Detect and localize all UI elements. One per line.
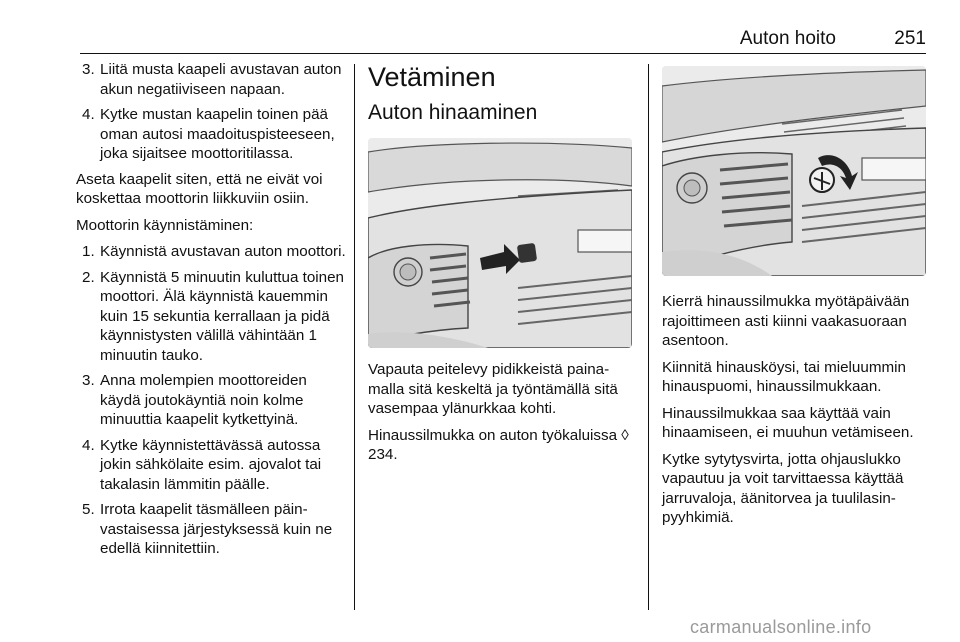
list-item bbox=[76, 242, 346, 262]
paragraph: Moottorin käynnistäminen: bbox=[76, 216, 254, 234]
step-text: Anna molempien moottoreiden käydä joutokäyntiä noin kolme minuuttia kaapelit kytkettyinä. bbox=[100, 372, 307, 428]
paragraph: Aseta kaapelit siten, että ne eivät voi koskettaa moottorin liikkuviin osiin. bbox=[76, 170, 323, 207]
step-number: 4. bbox=[82, 436, 95, 454]
cover-removal-illustration bbox=[368, 138, 632, 348]
list-item bbox=[76, 371, 346, 430]
step-number: 4. bbox=[82, 106, 95, 123]
header-rule bbox=[80, 53, 926, 54]
right-column bbox=[662, 66, 930, 535]
list-item bbox=[76, 105, 346, 164]
page-number: 251 bbox=[894, 28, 926, 49]
step-text: Irrota kaapelit täsmälleen päinvastaisessa järjestyksessä kuin ne edellä kiinnitettiin. bbox=[100, 501, 333, 557]
middle-column bbox=[368, 60, 634, 472]
column-divider-2 bbox=[648, 64, 649, 610]
steps-list-a bbox=[76, 60, 346, 164]
step-number: 3. bbox=[82, 372, 95, 389]
step-text: Käynnistä 5 minuutin kuluttua toinen moottori. Älä käynnistä kauemmin kuin 15 sekuntia kerrallaan ja pidä käynnistysten välillä vähintään 1 minuutin tauko. bbox=[100, 268, 345, 364]
step-number: 2. bbox=[82, 268, 95, 286]
list-item bbox=[76, 60, 346, 99]
paragraph: Hinaussilmukka on auton työkaluissa ◊ 234. bbox=[368, 426, 629, 463]
tow-eye-illustration bbox=[662, 66, 926, 276]
paragraph: Kiinnitä hinausköysi, tai mieluummin hinauspuomi, hinaussilmukkaan. bbox=[662, 358, 906, 395]
paragraph: Hinaussilmukkaa saa käyttää vain hinaamiseen, ei muuhun vetämiseen. bbox=[662, 404, 914, 441]
step-text: Kytke mustan kaapelin toinen pää oman autosi maadoituspisteeseen, joka sijaitsee moottoritilassa. bbox=[100, 106, 335, 162]
step-number: 3. bbox=[82, 61, 95, 78]
paragraph: Kierrä hinaussilmukka myötäpäivään rajoittimeen asti kiinni vaakasuoraan asentoon. bbox=[662, 293, 910, 349]
step-text: Kytke käynnistettävässä autossa jokin sähkölaite esim. ajovalot tai takalasin lämmitin päälle. bbox=[100, 436, 322, 493]
page-header bbox=[80, 24, 926, 54]
step-number: 1. bbox=[82, 243, 95, 260]
list-item bbox=[76, 436, 346, 495]
step-number: 5. bbox=[82, 501, 95, 518]
watermark: carmanualsonline.info bbox=[690, 617, 872, 637]
paragraph: Kytke sytytysvirta, jotta ohjauslukko vapautuu ja voit tarvittaessa käyttää jarruvaloja, äänitorvea ja tuulilasinpyyhkimiä. bbox=[662, 450, 904, 526]
left-column bbox=[76, 60, 346, 565]
list-item bbox=[76, 500, 346, 559]
paragraph: Vapauta peitelevy pidikkeistä painamalla sitä keskeltä ja työntämällä sitä vasempaa ylänurkkaa kohti. bbox=[368, 361, 618, 417]
section-title: Auton hoito bbox=[739, 28, 836, 49]
section-heading: Vetäminen bbox=[368, 62, 496, 92]
step-text: Liitä musta kaapeli avustavan auton akun negatiiviseen napaan. bbox=[100, 61, 342, 98]
column-divider-1 bbox=[354, 64, 355, 610]
steps-list-b bbox=[76, 242, 346, 559]
subsection-heading: Auton hinaaminen bbox=[368, 101, 538, 124]
list-item bbox=[76, 268, 346, 366]
step-text: Käynnistä avustavan auton moottori. bbox=[100, 243, 346, 260]
